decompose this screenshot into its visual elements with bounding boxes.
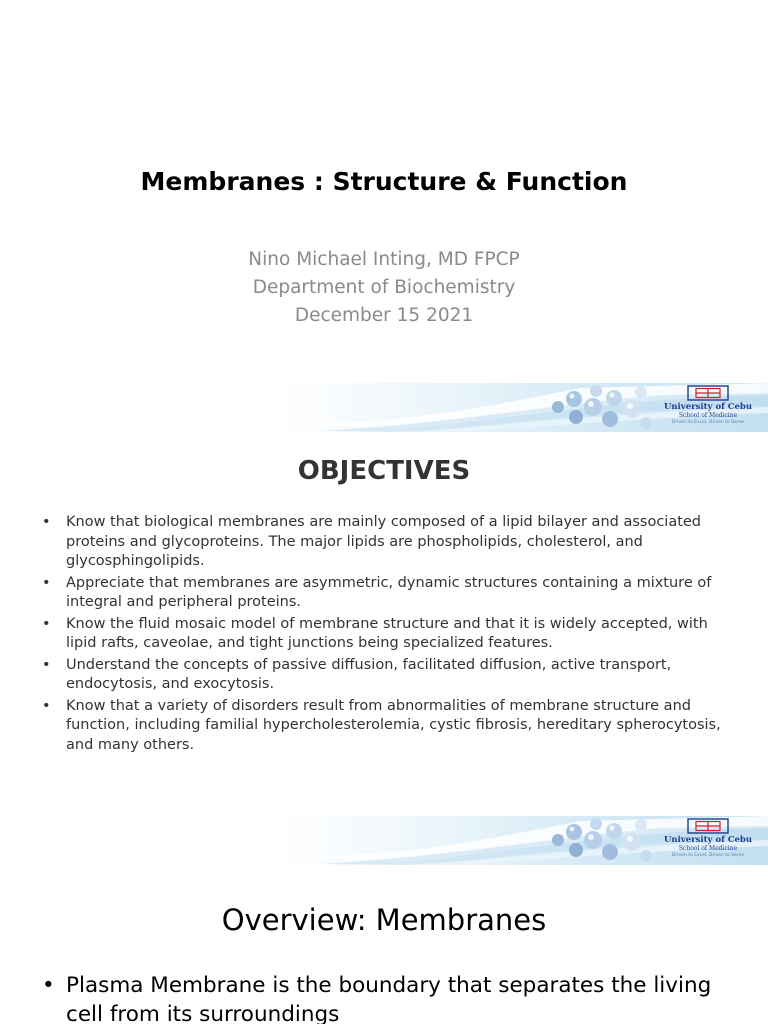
list-item-text: Know that a variety of disorders result from abnormalities of membrane structure and function, including familial hypercholesterolemia, cystic fibrosis, hereditary spherocytosis, and many others. — [66, 697, 721, 753]
list-item — [40, 971, 740, 1024]
list-item-text: Know the fluid mosaic model of membrane structure and that it is widely accepted, with lipid rafts, caveolae, and tight junctions being specialized features. — [66, 615, 708, 651]
logo-motto: Driven to Excel, Driven to Serve — [671, 420, 745, 425]
list-item-text: Understand the concepts of passive diffusion, facilitated diffusion, active transport, endocytosis, and exocytosis. — [66, 656, 672, 692]
overview-title: Overview: Membranes — [221, 903, 547, 937]
bullet-icon: • — [42, 574, 51, 591]
author-name: Nino Michael Inting, MD FPCP — [248, 249, 520, 270]
university-emblem-icon — [686, 818, 730, 834]
slide-objectives — [0, 432, 768, 816]
logo-school-name: School of Medicine — [678, 845, 738, 852]
molecule-graphic — [546, 816, 656, 865]
bullet-icon: • — [42, 615, 51, 632]
list-item-text: Plasma Membrane is the boundary that separates the living cell from its surroundings — [66, 973, 712, 1024]
university-emblem-icon — [686, 385, 730, 401]
logo-school-name: School of Medicine — [678, 412, 738, 419]
department-name: Department of Biochemistry — [252, 277, 516, 298]
bullet-icon: • — [42, 514, 51, 530]
university-logo — [653, 385, 765, 429]
overview-list — [40, 971, 740, 1024]
list-item — [40, 513, 730, 572]
presentation-title: Membranes : Structure & Function — [140, 167, 628, 196]
university-banner — [281, 383, 768, 432]
objectives-list — [40, 513, 730, 757]
logo-university-name: University of Cebu — [663, 402, 753, 412]
logo-university-name: University of Cebu — [663, 835, 753, 845]
list-item — [40, 574, 730, 613]
objectives-title: OBJECTIVES — [297, 456, 471, 486]
bullet-icon: • — [42, 973, 55, 998]
university-logo — [653, 818, 765, 862]
slide-overview — [0, 865, 768, 1024]
list-item-text: Appreciate that membranes are asymmetric, dynamic structures containing a mixture of integral and peripheral proteins. — [66, 574, 712, 610]
list-item — [40, 697, 730, 756]
bullet-icon: • — [42, 656, 51, 673]
slide-title — [0, 0, 768, 383]
list-item — [40, 615, 730, 654]
presentation-date: December 15 2021 — [294, 305, 474, 326]
molecule-graphic — [546, 383, 656, 432]
bullet-icon: • — [42, 697, 51, 714]
list-item — [40, 656, 730, 695]
list-item-text: Know that biological membranes are mainly composed of a lipid bilayer and associated proteins and glycoproteins. The major lipids are phospholipids, cholesterol, and glycosphingolipids. — [66, 514, 702, 569]
logo-motto: Driven to Excel, Driven to Serve — [671, 853, 745, 858]
university-banner — [281, 816, 768, 865]
